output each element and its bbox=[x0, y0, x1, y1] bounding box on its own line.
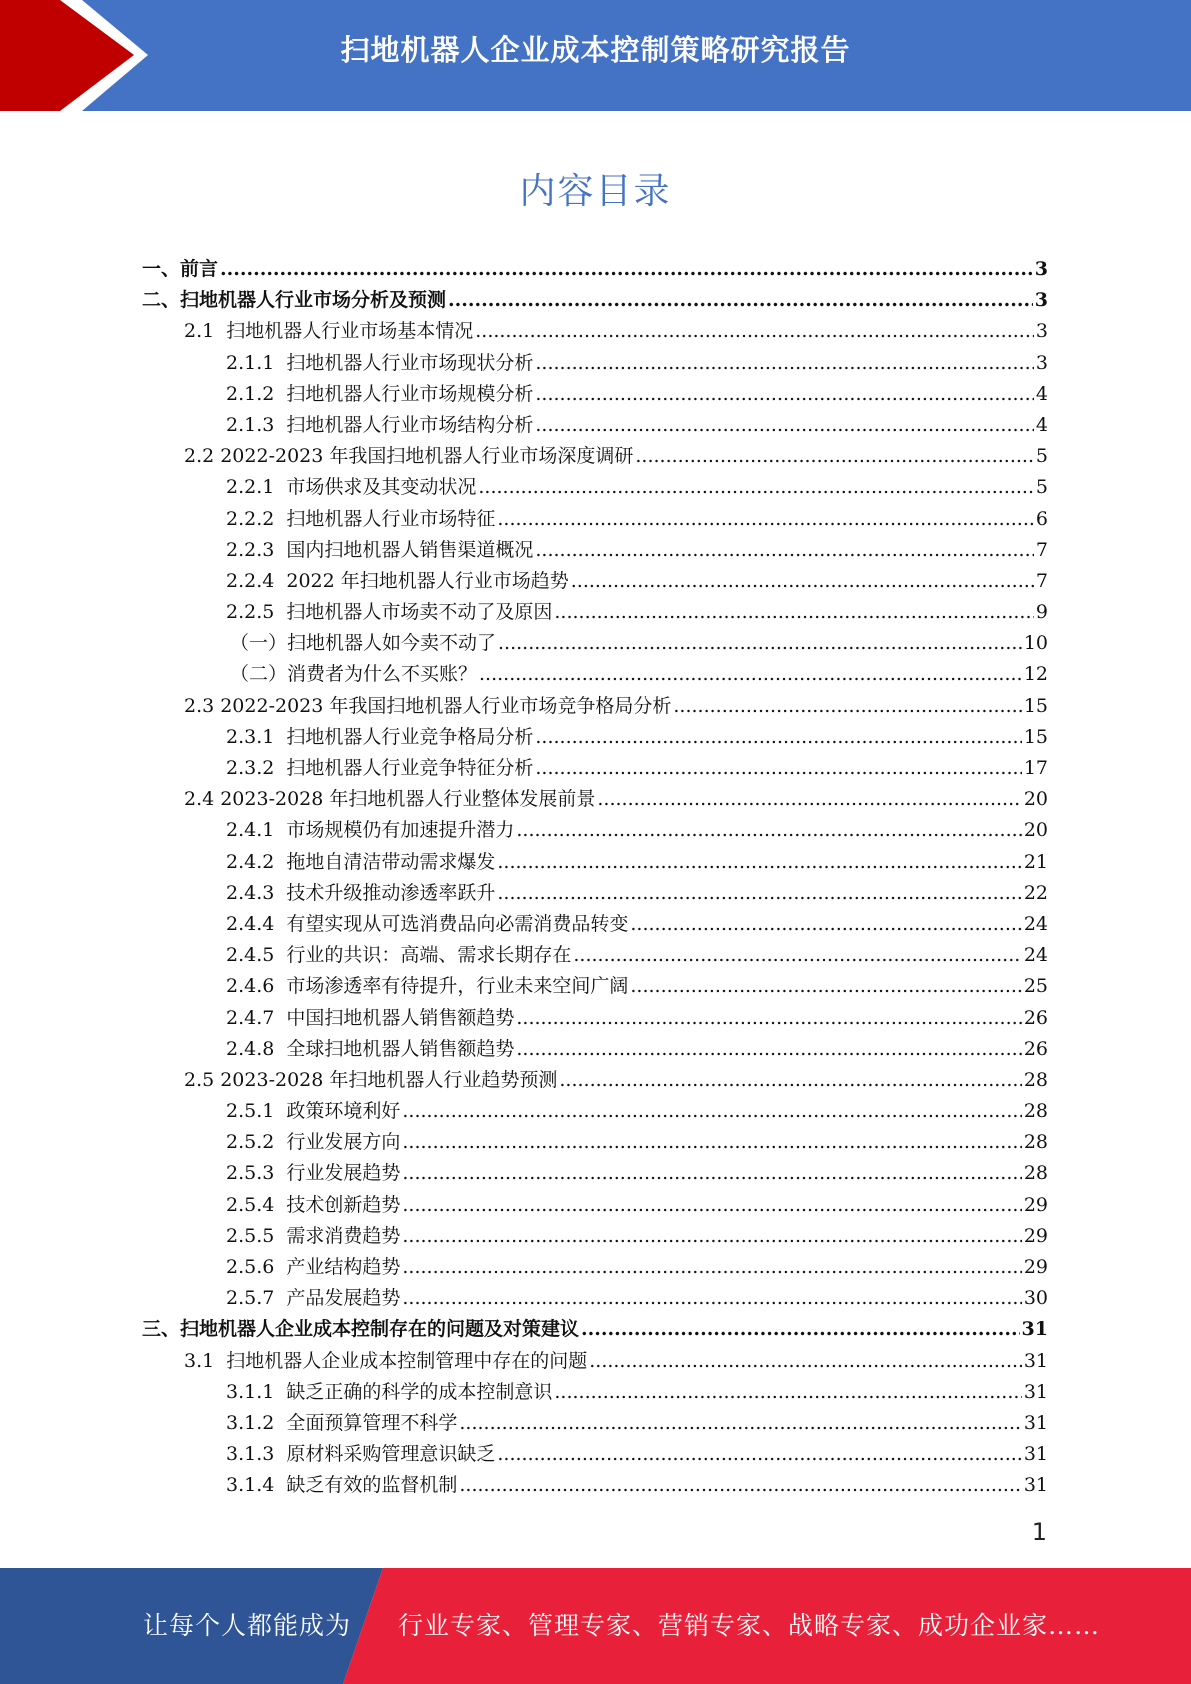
toc-entry-title: 有望实现从可选消费品向必需消费品转变 bbox=[286, 912, 629, 935]
toc-entry-page: 6 bbox=[1035, 507, 1048, 530]
toc-entry-page: 28 bbox=[1023, 1068, 1048, 1091]
toc-entry[interactable] bbox=[142, 410, 1048, 441]
toc-entry-number: 2.5.1 bbox=[226, 1100, 275, 1123]
toc-entry[interactable] bbox=[142, 1096, 1048, 1127]
toc-entry-page: 3 bbox=[1034, 289, 1048, 312]
toc-entry-page: 28 bbox=[1023, 1162, 1048, 1185]
toc-entry-page: 9 bbox=[1035, 601, 1048, 624]
toc-entry-number: 2.3.1 bbox=[226, 725, 275, 748]
toc-entry-title: 拖地自清洁带动需求爆发 bbox=[286, 850, 496, 873]
report-title: 扫地机器人企业成本控制策略研究报告 bbox=[340, 33, 851, 67]
toc-entry[interactable] bbox=[142, 535, 1048, 566]
toc-entry[interactable] bbox=[142, 1439, 1048, 1470]
toc-entry[interactable] bbox=[142, 784, 1048, 815]
toc-entry-page: 24 bbox=[1023, 912, 1048, 935]
toc-entry-page: 17 bbox=[1023, 757, 1048, 779]
toc-entry-page: 12 bbox=[1023, 663, 1048, 686]
toc-entry[interactable] bbox=[142, 1158, 1048, 1189]
toc-entry-number: 2.4.3 bbox=[226, 881, 275, 904]
toc-entry-number: 2.5 bbox=[184, 1068, 215, 1091]
toc-entry-number: 2.4.2 bbox=[226, 850, 275, 873]
header-band bbox=[0, 0, 1191, 111]
footer-slogan-right: 行业专家、管理专家、营销专家、战略专家、成功企业家…… bbox=[398, 1611, 1101, 1640]
toc-dot-leader bbox=[597, 784, 1021, 815]
toc-entry-number: 2.3 bbox=[184, 694, 215, 717]
toc-entry[interactable] bbox=[142, 1408, 1048, 1439]
toc-entry-title: 二、扫地机器人行业市场分析及预测 bbox=[142, 289, 447, 312]
toc-entry-number: 3.1 bbox=[184, 1349, 215, 1372]
toc-entry-number: 2.4.8 bbox=[226, 1037, 275, 1060]
toc-dot-leader bbox=[673, 691, 1021, 722]
toc-dot-leader bbox=[402, 1096, 1021, 1127]
toc-dot-leader bbox=[635, 441, 1034, 472]
toc-entry-number: 2.2.1 bbox=[226, 476, 275, 499]
toc-entry-page: 28 bbox=[1023, 1131, 1048, 1154]
toc-entry-page: 7 bbox=[1035, 538, 1048, 561]
toc-entry-title: 市场供求及其变动状况 bbox=[286, 476, 477, 499]
toc-entry-number: 2.2.3 bbox=[226, 538, 275, 561]
toc-entry-number: 2.4.6 bbox=[226, 975, 275, 998]
toc-entry-title: 技术创新趋势 bbox=[286, 1193, 401, 1216]
toc-entry[interactable] bbox=[142, 316, 1048, 347]
toc-dot-leader bbox=[497, 847, 1021, 878]
toc-entry-number: 2.4.4 bbox=[226, 912, 275, 935]
toc-entry-number: 2.1.1 bbox=[226, 351, 275, 374]
toc-dot-leader bbox=[535, 535, 1034, 566]
toc-entry[interactable] bbox=[142, 1377, 1048, 1408]
toc-dot-leader bbox=[402, 1283, 1021, 1314]
toc-entry-title: 2022-2023 年我国扫地机器人行业市场深度调研 bbox=[220, 445, 634, 468]
toc-entry-number: 2.5.5 bbox=[226, 1224, 275, 1247]
toc-entry-number: 3.1.3 bbox=[226, 1443, 275, 1466]
toc-entry-number: 2.5.7 bbox=[226, 1287, 275, 1310]
toc-entry-page: 25 bbox=[1023, 975, 1048, 998]
toc-entry-title: （一）扫地机器人如今卖不动了 bbox=[230, 632, 497, 655]
toc-entry[interactable] bbox=[142, 348, 1048, 379]
toc-entry-page: 4 bbox=[1035, 382, 1048, 405]
toc-entry-title: 全球扫地机器人销售额趋势 bbox=[286, 1037, 515, 1060]
toc-entry[interactable] bbox=[142, 1065, 1048, 1096]
toc-dot-leader bbox=[630, 909, 1021, 940]
toc-entry[interactable] bbox=[142, 1003, 1048, 1034]
toc-entry-page: 31 bbox=[1023, 1349, 1048, 1372]
toc-entry-number: 2.3.2 bbox=[226, 757, 275, 779]
toc-entry[interactable] bbox=[142, 1034, 1048, 1065]
toc-entry[interactable] bbox=[142, 254, 1048, 285]
toc-entry-title: 缺乏正确的科学的成本控制意识 bbox=[286, 1380, 553, 1403]
toc-entry-page: 22 bbox=[1023, 881, 1048, 904]
toc-entry-page: 29 bbox=[1023, 1256, 1048, 1278]
toc-entry[interactable] bbox=[142, 878, 1048, 909]
toc-entry-page: 7 bbox=[1035, 569, 1048, 592]
toc-dot-leader bbox=[516, 1003, 1021, 1034]
toc-dot-leader bbox=[559, 1065, 1021, 1096]
toc-entry-title: 2023-2028 年扫地机器人行业整体发展前景 bbox=[220, 788, 596, 811]
toc-entry-page: 10 bbox=[1023, 632, 1048, 655]
toc-entry-number: 2.2 bbox=[184, 445, 215, 468]
toc-dot-leader bbox=[402, 1158, 1021, 1189]
toc-dot-leader bbox=[630, 971, 1021, 1002]
toc-entry-page: 3 bbox=[1034, 258, 1048, 280]
toc-entry-page: 28 bbox=[1023, 1100, 1048, 1123]
toc-entry-number: 2.5.4 bbox=[226, 1193, 275, 1216]
toc-entry[interactable] bbox=[142, 722, 1048, 753]
toc-dot-leader bbox=[554, 1377, 1021, 1408]
toc-entry-title: 扫地机器人行业市场规模分析 bbox=[286, 382, 534, 405]
toc-entry-number: 2.4 bbox=[184, 788, 215, 811]
toc-dot-leader bbox=[478, 472, 1034, 503]
toc-dot-leader bbox=[498, 628, 1022, 659]
toc-entry-title: 三、扫地机器人企业成本控制存在的问题及对策建议 bbox=[142, 1318, 580, 1341]
toc-entry-number: 2.2.5 bbox=[226, 601, 275, 624]
toc-entry[interactable] bbox=[142, 1127, 1048, 1158]
toc-entry-title: 行业的共识：高端、需求长期存在 bbox=[286, 944, 572, 967]
toc-entry-number: 2.5.6 bbox=[226, 1256, 275, 1278]
toc-entry[interactable] bbox=[142, 815, 1048, 846]
toc-entry-number: 3.1.4 bbox=[226, 1474, 275, 1497]
toc-dot-leader bbox=[402, 1190, 1021, 1221]
toc-entry[interactable] bbox=[142, 566, 1048, 597]
toc-dot-leader bbox=[535, 348, 1034, 379]
toc-entry[interactable] bbox=[142, 1190, 1048, 1221]
toc-dot-leader bbox=[402, 1127, 1021, 1158]
toc-entry-number: 2.1.2 bbox=[226, 382, 275, 405]
toc-entry-page: 31 bbox=[1023, 1380, 1048, 1403]
toc-entry-title: 行业发展趋势 bbox=[286, 1162, 401, 1185]
page-number: 1 bbox=[1031, 1518, 1047, 1546]
toc-dot-leader bbox=[479, 659, 1022, 690]
toc-entry-page: 29 bbox=[1023, 1193, 1048, 1216]
toc-entry-number: 2.5.2 bbox=[226, 1131, 275, 1154]
toc-entry[interactable] bbox=[142, 441, 1048, 472]
toc-entry-title: 2022 年扫地机器人行业市场趋势 bbox=[286, 569, 569, 592]
toc-dot-leader bbox=[535, 379, 1034, 410]
toc-entry-page: 29 bbox=[1023, 1224, 1048, 1247]
toc-dot-leader bbox=[573, 940, 1021, 971]
toc-entry[interactable] bbox=[142, 1346, 1048, 1377]
toc-entry-page: 4 bbox=[1035, 413, 1048, 436]
toc-entry[interactable] bbox=[142, 847, 1048, 878]
toc-dot-leader bbox=[402, 1252, 1021, 1283]
toc-dot-leader bbox=[516, 815, 1021, 846]
toc-entry-title: 产品发展趋势 bbox=[286, 1287, 401, 1310]
toc-entry-title: 市场规模仍有加速提升潜力 bbox=[286, 819, 515, 842]
toc-entry-page: 3 bbox=[1035, 320, 1048, 343]
toc-entry-page: 31 bbox=[1023, 1411, 1048, 1434]
toc-entry-number: 2.1.3 bbox=[226, 413, 275, 436]
toc-dot-leader bbox=[535, 722, 1021, 753]
toc-dot-leader bbox=[571, 566, 1034, 597]
toc-entry-page: 15 bbox=[1023, 725, 1048, 748]
toc-entry-page: 5 bbox=[1035, 476, 1048, 499]
toc-entry-page: 21 bbox=[1023, 850, 1048, 873]
toc-dot-leader bbox=[581, 1314, 1020, 1345]
toc-dot-leader bbox=[516, 1034, 1021, 1065]
toc-entry-number: 2.4.5 bbox=[226, 944, 275, 967]
toc-entry[interactable] bbox=[142, 285, 1048, 316]
toc-dot-leader bbox=[554, 597, 1034, 628]
toc-entry-number: 3.1.1 bbox=[226, 1380, 275, 1403]
toc-entry-page: 5 bbox=[1035, 445, 1048, 468]
toc-entry-title: 扫地机器人企业成本控制管理中存在的问题 bbox=[226, 1349, 588, 1372]
toc-entry-title: 技术升级推动渗透率跃升 bbox=[286, 881, 496, 904]
toc-entry[interactable] bbox=[142, 971, 1048, 1002]
toc-entry[interactable] bbox=[142, 597, 1048, 628]
toc-dot-leader bbox=[497, 504, 1034, 535]
toc-entry-title: 国内扫地机器人销售渠道概况 bbox=[286, 538, 534, 561]
toc-dot-leader bbox=[475, 316, 1034, 347]
table-of-contents bbox=[142, 254, 1048, 1502]
toc-entry-title: 2023-2028 年扫地机器人行业趋势预测 bbox=[220, 1068, 558, 1091]
toc-entry-page: 24 bbox=[1023, 944, 1048, 967]
toc-entry-title: 全面预算管理不科学 bbox=[286, 1411, 458, 1434]
toc-entry-title: 扫地机器人行业竞争格局分析 bbox=[286, 725, 534, 748]
toc-entry-page: 31 bbox=[1023, 1474, 1048, 1497]
toc-entry-number: 3.1.2 bbox=[226, 1411, 275, 1434]
toc-entry[interactable] bbox=[142, 1221, 1048, 1252]
toc-entry[interactable] bbox=[142, 691, 1048, 722]
toc-entry-number: 2.4.1 bbox=[226, 819, 275, 842]
toc-dot-leader bbox=[535, 410, 1034, 441]
toc-entry-number: 2.1 bbox=[184, 320, 215, 343]
toc-entry-page: 31 bbox=[1023, 1443, 1048, 1466]
toc-dot-leader bbox=[220, 254, 1033, 285]
toc-entry[interactable] bbox=[142, 940, 1048, 971]
toc-entry-title: 扫地机器人行业市场特征 bbox=[286, 507, 496, 530]
toc-entry-title: （二）消费者为什么不买账？ bbox=[230, 663, 478, 686]
toc-entry-page: 26 bbox=[1023, 1006, 1048, 1029]
toc-entry-title: 产业结构趋势 bbox=[286, 1256, 401, 1278]
toc-entry-title: 原材料采购管理意识缺乏 bbox=[286, 1443, 496, 1466]
toc-entry-page: 30 bbox=[1023, 1287, 1048, 1310]
toc-entry-title: 缺乏有效的监督机制 bbox=[286, 1474, 458, 1497]
toc-entry[interactable] bbox=[142, 1314, 1048, 1345]
toc-entry-title: 扫地机器人行业市场现状分析 bbox=[286, 351, 534, 374]
toc-entry-title: 需求消费趋势 bbox=[286, 1224, 401, 1247]
toc-entry-number: 2.4.7 bbox=[226, 1006, 275, 1029]
toc-dot-leader bbox=[497, 1439, 1021, 1470]
toc-entry-title: 政策环境利好 bbox=[286, 1100, 401, 1123]
toc-entry-title: 行业发展方向 bbox=[286, 1131, 401, 1154]
toc-entry-page: 15 bbox=[1023, 694, 1048, 717]
toc-entry[interactable] bbox=[142, 628, 1048, 659]
toc-entry-page: 20 bbox=[1023, 819, 1048, 842]
toc-entry-page: 26 bbox=[1023, 1037, 1048, 1060]
toc-entry-page: 3 bbox=[1035, 351, 1048, 374]
toc-entry[interactable] bbox=[142, 1283, 1048, 1314]
toc-entry-title: 扫地机器人行业市场结构分析 bbox=[286, 413, 534, 436]
toc-entry[interactable] bbox=[142, 1252, 1048, 1283]
toc-entry-title: 一、前言 bbox=[142, 258, 219, 280]
toc-entry[interactable] bbox=[142, 753, 1048, 784]
toc-entry-number: 2.2.2 bbox=[226, 507, 275, 530]
toc-entry-number: 2.2.4 bbox=[226, 569, 275, 592]
toc-dot-leader bbox=[497, 878, 1021, 909]
toc-entry-title: 扫地机器人行业竞争特征分析 bbox=[286, 757, 534, 779]
toc-dot-leader bbox=[459, 1408, 1021, 1439]
toc-entry[interactable] bbox=[142, 909, 1048, 940]
toc-entry[interactable] bbox=[142, 659, 1048, 690]
toc-entry-page: 31 bbox=[1021, 1318, 1048, 1341]
toc-dot-leader bbox=[589, 1346, 1022, 1377]
toc-entry[interactable] bbox=[142, 472, 1048, 503]
footer-slogan-left: 让每个人都能成为 bbox=[143, 1611, 352, 1640]
toc-dot-leader bbox=[535, 753, 1021, 784]
toc-dot-leader bbox=[448, 285, 1033, 316]
toc-entry-number: 2.5.3 bbox=[226, 1162, 275, 1185]
toc-entry-title: 扫地机器人市场卖不动了及原因 bbox=[286, 601, 553, 624]
toc-entry[interactable] bbox=[142, 1470, 1048, 1501]
toc-entry-title: 2022-2023 年我国扫地机器人行业市场竞争格局分析 bbox=[220, 694, 672, 717]
toc-entry[interactable] bbox=[142, 379, 1048, 410]
toc-dot-leader bbox=[402, 1221, 1021, 1252]
toc-heading: 内容目录 bbox=[519, 171, 672, 212]
toc-entry-page: 20 bbox=[1023, 788, 1048, 811]
footer-band bbox=[0, 1568, 1191, 1684]
toc-entry-title: 中国扫地机器人销售额趋势 bbox=[286, 1006, 515, 1029]
toc-entry-title: 市场渗透率有待提升，行业未来空间广阔 bbox=[286, 975, 629, 998]
toc-dot-leader bbox=[459, 1470, 1021, 1501]
toc-entry-title: 扫地机器人行业市场基本情况 bbox=[226, 320, 474, 343]
toc-entry[interactable] bbox=[142, 504, 1048, 535]
